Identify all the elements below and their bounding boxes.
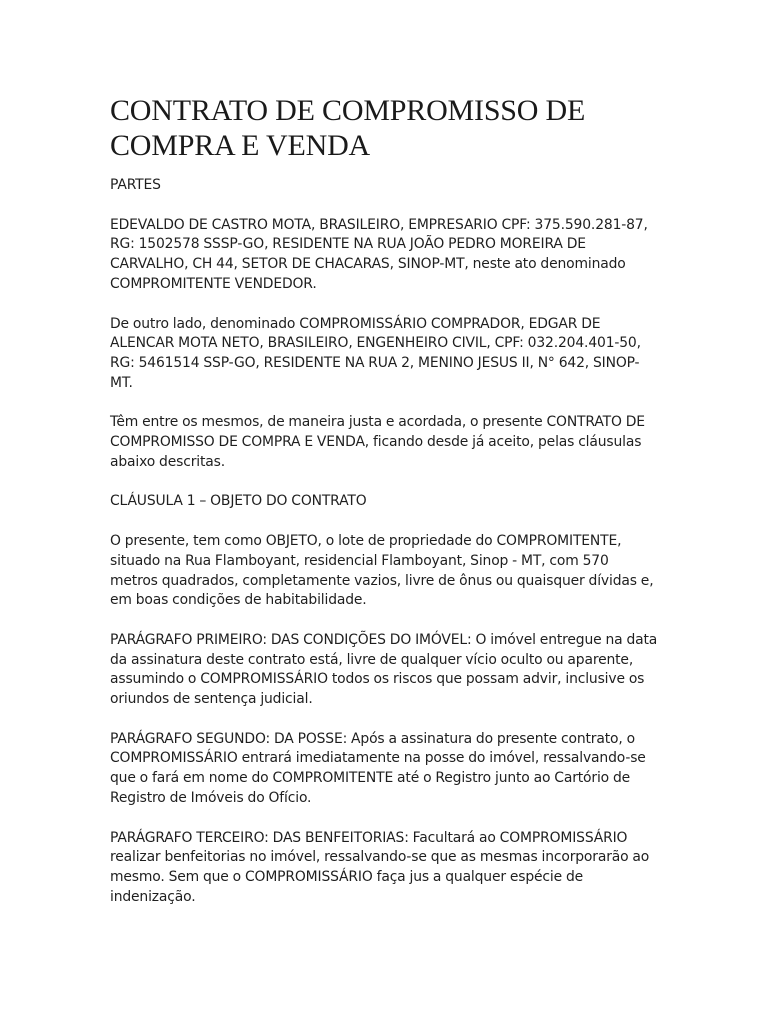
clause-heading-1: CLÁUSULA 1 – OBJETO DO CONTRATO	[110, 493, 367, 510]
paragraph-comprador: De outro lado, denominado COMPROMISSÁRIO COMPRADOR, EDGAR DE ALENCAR MOTA NETO, BRASILEIRO, ENGENHEIRO CIVIL, CPF: 032.204.401-50, RG: 5461514 SSP-GO, RESIDENTE NA RUA 2, MENINO JESUS II, N° 642, SINOP-MT.	[110, 315, 641, 391]
section-label-partes: PARTES	[110, 177, 161, 193]
paragraph-acordo: Têm entre os mesmos, de maneira justa e acordada, o presente CONTRATO DE COMPROMISSO DE COMPRA E VENDA, ficando desde já aceito, pelas cláusulas abaixo descritas.	[110, 414, 645, 470]
document-title: CONTRATO DE COMPROMISSO DE COMPRA E VENDA	[110, 94, 586, 162]
document-body	[110, 93, 658, 927]
paragraph-vendedor: EDEVALDO DE CASTRO MOTA, BRASILEIRO, EMPRESARIO CPF: 375.590.281-87, RG: 1502578 SSSP-GO, RESIDENTE NA RUA JOÃO PEDRO MOREIRA DE CARVALHO, CH 44, SETOR DE CHACARAS, SINOP-MT, neste ato denominado COMPROMITENTE VENDEDOR.	[110, 216, 648, 292]
paragraph-primeiro: PARÁGRAFO PRIMEIRO: DAS CONDIÇÕES DO IMÓVEL: O imóvel entregue na data da assinatura deste contrato está, livre de qualquer vício oculto ou aparente, assumindo o COMPROMISSÁRIO todos os riscos que possam advir, inclusive os oriundos de sentença judicial.	[110, 631, 658, 708]
paragraph-terceiro: PARÁGRAFO TERCEIRO: DAS BENFEITORIAS: Facultará ao COMPROMISSÁRIO realizar benfeitorias no imóvel, ressalvando-se que as mesmas incorporarão ao mesmo. Sem que o COMPROMISSÁRIO faça jus a qualquer espécie de indenização.	[110, 829, 650, 905]
paragraph-segundo: PARÁGRAFO SEGUNDO: DA POSSE: Após a assinatura do presente contrato, o COMPROMISSÁRIO entrará imediatamente na posse do imóvel, ressalvando-se que o fará em nome do COMPROMITENTE até o Registro junto ao Cartório de Registro de Imóveis do Ofício.	[110, 730, 646, 806]
paragraph-objeto: O presente, tem como OBJETO, o lote de propriedade do COMPROMITENTE, situado na Rua Flamboyant, residencial Flamboyant, Sinop - MT, com 570 metros quadrados, completamente vazios, livre de ônus ou quaisquer dívidas e, em boas condições de habitabilidade.	[110, 533, 654, 609]
